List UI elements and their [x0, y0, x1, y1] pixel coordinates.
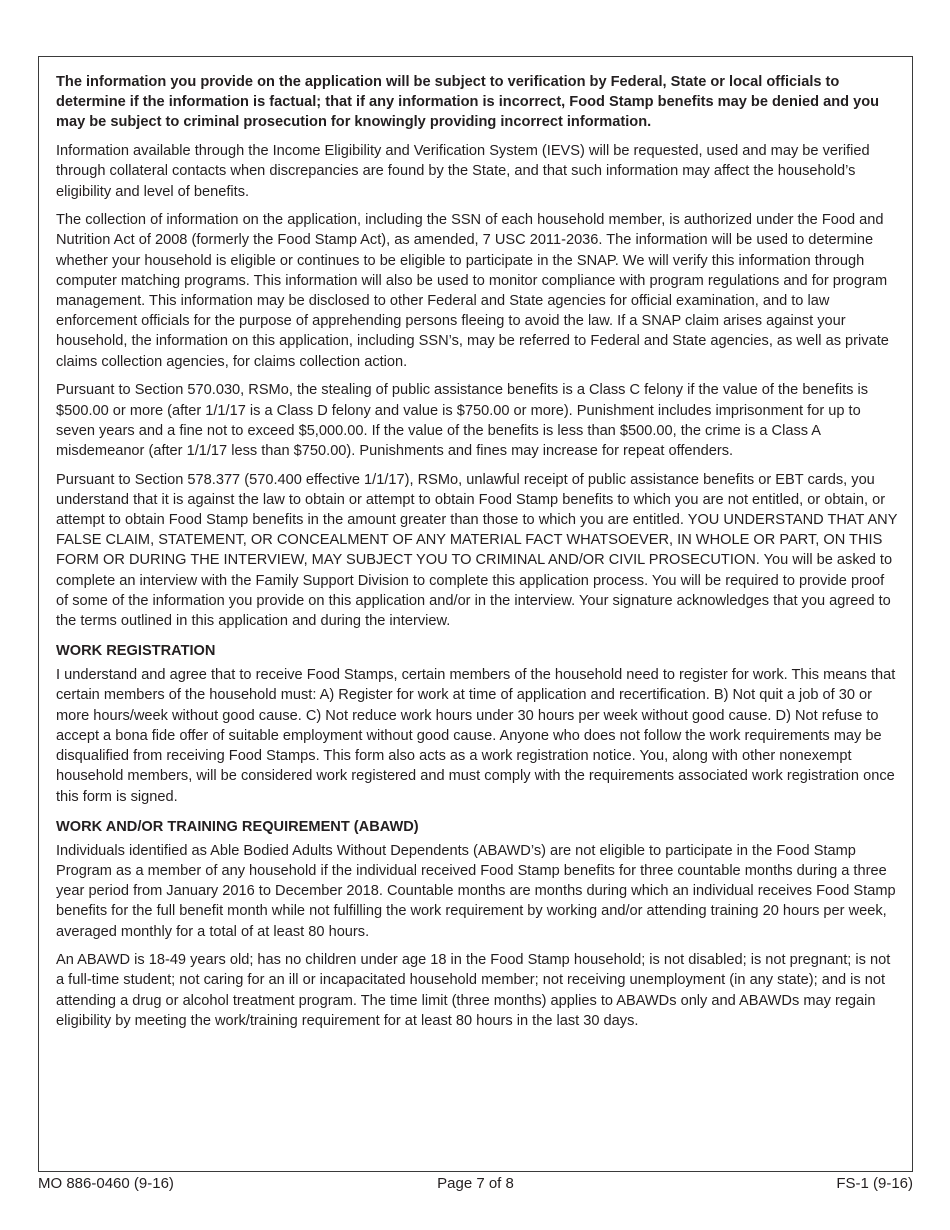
section-570-030-paragraph: Pursuant to Section 570.030, RSMo, the stealing of public assistance benefits is a Class C felony if the value of the benefits is $500.00 or more (after 1/1/17 is a Class D felony and value is $750.00 or more). Punishment includes imprisonment for up to seven years and a fine not to exceed $5,000.00. If the value of the benefits is less than $500.00, the crime is a Class A misdemeanor (after 1/1/17 less than $750.00). Punishments and fines may increase for repeat offenders. [56, 382, 869, 459]
collection-of-information-paragraph: The collection of information on the application, including the SSN of each household member, is authorized under the Food and Nutrition Act of 2008 (formerly the Food Stamp Act), as amended, 7 USC 2011-2036. The information will be used to determine whether your household is eligible or continues to be eligible to participate in the SNAP. We will verify this information through computer matching programs. This information will also be used to monitor compliance with program regulations and for program management. This information may be disclosed to other Federal and State agencies for official examination, and to law enforcement officials for the purpose of apprehending persons fleeing to avoid the law. If a SNAP claim arises against your household, the information on this application, including SSN’s, may be referred to Federal and State agencies, as well as private claims collection agencies, for claims collection action. [56, 212, 889, 370]
work-registration-heading: WORK REGISTRATION [56, 643, 216, 660]
abawd-paragraph-1: Individuals identified as Able Bodied Adults Without Dependents (ABAWD’s) are not eligible to participate in the Food Stamp Program as a member of any household if the individual received Food Stamp benefits for three countable months during a three year period from January 2016 to December 2018. Countable months are months during which an individual receives Food Stamp benefits for the full benefit month while not fulfilling the work requirement by working and/or attending training 20 hours per week, averaged monthly for a total of at least 80 hours. [56, 842, 896, 940]
verification-notice: The information you provide on the application will be subject to verification by Federal, State or local officials to determine if the information is factual; that if any information is incorrect, Food Stamp benefits may be denied and you may be subject to criminal prosecution for knowingly providing incorrect information. [56, 74, 880, 131]
section-578-377-paragraph: Pursuant to Section 578.377 (570.400 effective 1/1/17), RSMo, unlawful receipt of public assistance benefits or EBT cards, you understand that it is against the law to obtain or attempt to obtain Food Stamp benefits to which you are not entitled, or obtain, or attempt to obtain Food Stamp benefits in the amount greater than those to which you are entitled. YOU UNDERSTAND THAT ANY FALSE CLAIM, STATEMENT, OR CONCEALMENT OF ANY MATERIAL FACT WHATSOEVER, IN WHOLE OR PART, ON THIS FORM OR DURING THE INTERVIEW, MAY SUBJECT YOU TO CRIMINAL AND/OR CIVIL PROSECUTION. You will be asked to complete an interview with the Family Support Division to complete this application process. You will be required to provide proof of some of the information you provide on this application and/or in the interview. Your signature acknowledges that you agreed to the terms outlined in this application and during the interview. [56, 471, 898, 630]
abawd-heading: WORK AND/OR TRAINING REQUIREMENT (ABAWD) [56, 818, 419, 835]
form-number: MO 886-0460 (9-16) [38, 1175, 174, 1192]
work-registration-paragraph: I understand and agree that to receive Food Stamps, certain members of the household need to register for work. This means that certain members of the household must: A) Register for work at time of application and recertification. B) Not quit a job of 30 or more hours/week without good cause. C) Not reduce work hours under 30 hours per week without good cause. D) Not refuse to accept a bona fide offer of suitable employment without good cause. Anyone who does not follow the work requirements may be disqualified from receiving Food Stamps. This form also acts as a work registration notice. You, along with other nonexempt household members, will be considered work registered and must comply with the requirements associated work registration once this form is signed. [56, 667, 896, 805]
ievs-paragraph: Information available through the Income Eligibility and Verification System (IEVS) will be requested, used and may be verified through collateral contacts when discrepancies are found by the State, and that such information may affect the household’s eligibility and level of benefits. [56, 143, 870, 200]
page-footer [38, 1174, 913, 1198]
abawd-paragraph-2: An ABAWD is 18-49 years old; has no children under age 18 in the Food Stamp household; is not disabled; is not pregnant; is not a full-time student; not caring for an ill or incapacitated household member; not receiving unemployment (in any state); and is not attending a drug or alcohol treatment program. The time limit (three months) applies to ABAWDs only and ABAWDs may regain eligibility by meeting the work/training requirement for at least 80 hours in the last 30 days. [56, 952, 891, 1029]
document-body [56, 72, 898, 1040]
page-number: Page 7 of 8 [437, 1175, 514, 1192]
form-code: FS-1 (9-16) [836, 1175, 913, 1192]
